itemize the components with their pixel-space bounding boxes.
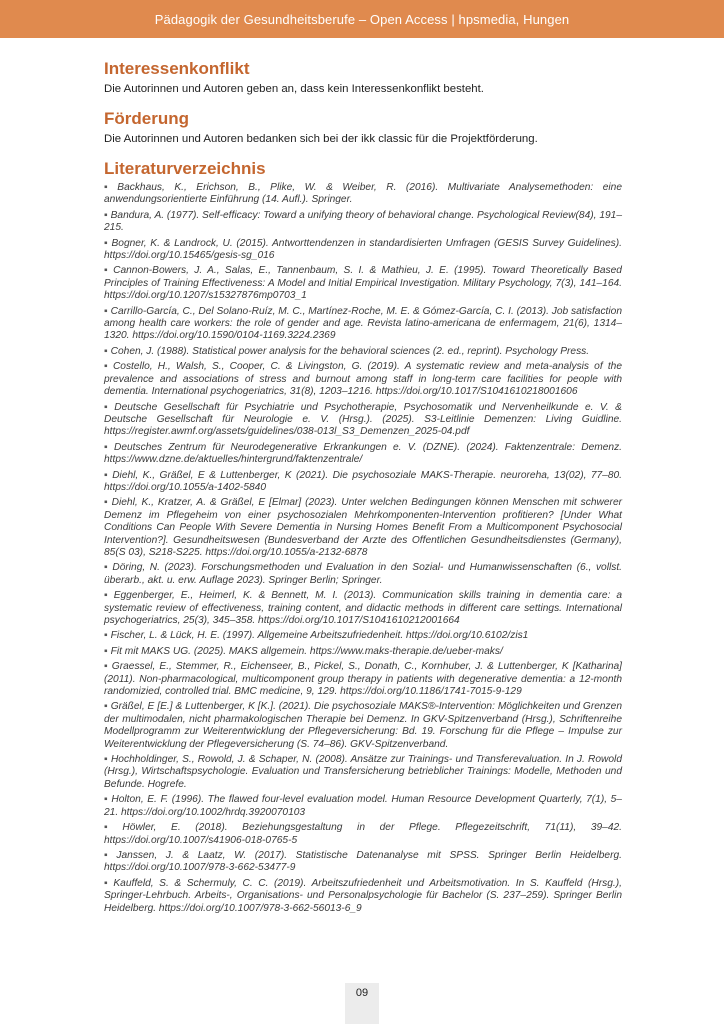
bullet-icon: ▪ bbox=[104, 305, 108, 317]
bullet-icon: ▪ bbox=[104, 701, 108, 713]
reference-item bbox=[104, 794, 622, 819]
bullet-icon: ▪ bbox=[104, 361, 110, 373]
header-title: Pädagogik der Gesundheitsberufe – Open Access | hpsmedia, Hungen bbox=[154, 11, 570, 27]
heading-literaturverzeichnis: Literaturverzeichnis bbox=[104, 159, 266, 178]
reference-text: Janssen, J. & Laatz, W. (2017). Statistische Datenanalyse mit SPSS. Springer Berlin Heidelberg. https://doi.org/10.1007/978-3-662-53477-9 bbox=[104, 849, 622, 874]
section-foerderung bbox=[104, 108, 622, 147]
bullet-icon: ▪ bbox=[104, 441, 111, 453]
bullet-icon: ▪ bbox=[104, 645, 108, 657]
section-literatur bbox=[104, 158, 622, 915]
reference-text: Eggenberger, E., Heimerl, K. & Bennett, M. I. (2013). Communication skills training in dementia care: a systematic review of effectiveness, training content, and didactic methods in different care settings. International psychogeriatrics, 25(3), 345–358. https://doi.org/10.1017/S1041610212001664 bbox=[104, 590, 622, 626]
reference-text: Deutsche Gesellschaft für Psychiatrie und Psychotherapie, Psychosomatik und Nervenheilkunde e. V. & Deutsche Gesellschaft für Neurologie e. V. (Hrsg.). (2025). S3-Leitlinie Demenzen: Living Guidline. https://register.awmf.org/assets/guidelines/038-013l_S3_Demenzen_2025-04.pdf bbox=[104, 401, 622, 438]
reference-text: Bandura, A. (1977). Self-efficacy: Toward a unifying theory of behavioral change. Psychological Review(84), 191–215. bbox=[104, 209, 622, 234]
reference-item bbox=[104, 442, 622, 467]
reference-item bbox=[104, 265, 622, 302]
reference-item bbox=[104, 238, 622, 263]
heading-foerderung: Förderung bbox=[104, 109, 189, 128]
page-content bbox=[104, 58, 622, 918]
heading-interessenkonflikt: Interessenkonflikt bbox=[104, 59, 250, 78]
bullet-icon: ▪ bbox=[104, 182, 115, 193]
bullet-icon: ▪ bbox=[104, 590, 111, 602]
bullet-icon: ▪ bbox=[104, 877, 111, 889]
bullet-icon: ▪ bbox=[104, 469, 110, 481]
running-header bbox=[0, 0, 724, 38]
bullet-icon: ▪ bbox=[104, 209, 108, 221]
bullet-icon: ▪ bbox=[104, 822, 120, 834]
reference-item bbox=[104, 754, 622, 791]
reference-item bbox=[104, 850, 622, 875]
reference-text: Bogner, K. & Landrock, U. (2015). Antworttendenzen in standardisierten Umfragen (GESIS Survey Guidelines). https://doi.org/10.15465/gesis-sg_016 bbox=[104, 237, 622, 262]
reference-text: Costello, H., Walsh, S., Cooper, C. & Livingston, G. (2019). A systematic review and meta-analysis of the prevalence and associations of stress and burnout among staff in long-term care facilities for people with dementia. International psychogeriatrics, 31(8), 1203–1216. https://doi.org/10.1017/S1041610218001606 bbox=[104, 361, 622, 398]
reference-text: Diehl, K., Kratzer, A. & Gräßel, E [Elmar] (2023). Unter welchen Bedingungen können Menschen mit schwerer Demenz im Pflegeheim von einer psychosozialen Mehrkomponenten-Intervention profitieren? [Under What Conditions Can People With Severe Dementia in Nursing Homes Benefit From a Multicomponent Psychosocial Intervention?]. Gesundheitswesen (Bundesverband der Arzte des Offentlichen Gesundheitsdienstes (Germany), 85(S 03), S218-S225. https://doi.org/10.1055/a-2132-6878 bbox=[104, 497, 622, 558]
reference-text: Hochholdinger, S., Rowold, J. & Schaper, N. (2008). Ansätze zur Trainings- und Transferevaluation. In J. Rowold (Hrsg.), Wirtschaftspsychologie. Evaluation und Transfersicherung betrieblicher Trainings: Modelle, Methoden und Befunde. Hogrefe. bbox=[104, 754, 622, 790]
reference-item bbox=[104, 562, 622, 587]
bullet-icon: ▪ bbox=[104, 630, 108, 642]
page-number-box bbox=[345, 983, 379, 1024]
bullet-icon: ▪ bbox=[104, 265, 111, 277]
bullet-icon: ▪ bbox=[104, 661, 109, 673]
reference-text: Cohen, J. (1988). Statistical power analysis for the behavioral sciences (2. ed., reprint). Psychology Press. bbox=[110, 345, 590, 357]
reference-item bbox=[104, 402, 622, 439]
reference-text: Höwler, E. (2018). Beziehungsgestaltung in der Pflege. Pflegezeitschrift, 71(11), 39–42. https://doi.org/10.1007/s41906-018-0765-5 bbox=[104, 822, 622, 846]
reference-text: Deutsches Zentrum für Neurodegenerative Erkrankungen e. V. (DZNE). (2024). Faktenzentrale: Demenz. https://www.dzne.de/aktuelles/hintergrund/faktenzentrale/ bbox=[104, 441, 622, 466]
reference-item bbox=[104, 182, 622, 207]
reference-text: Döring, N. (2023). Forschungsmethoden und Evaluation in den Sozial- und Humanwissenschaften (6., vollst. überarb., akt. u. erw. Auflage 2023). Springer Berlin; Springer. bbox=[104, 562, 622, 586]
reference-item bbox=[104, 210, 622, 235]
reference-text: Diehl, K., Gräßel, E & Luttenberger, K (2021). Die psychosoziale MAKS-Therapie. neuroreha, 13(02), 77–80. https://doi.org/10.1055/a-1402-5840 bbox=[104, 469, 622, 493]
reference-text: Carrillo-García, C., Del Solano-Ruíz, M. C., Martínez-Roche, M. E. & Gómez-García, C. I. (2013). Job satisfaction among health care workers: the role of gender and age. Revista latino-americana de enfermagem, 21(6), 1314–1320. https://doi.org/10.1590/0104-1169.3224.2369 bbox=[104, 305, 622, 342]
reference-text: Gräßel, E [E.] & Luttenberger, K [K.]. (2021). Die psychosoziale MAKS®-Intervention: Möglichkeiten und Grenzen der multimodalen, nicht pharmakologischen Therapie bei Demenz. In GKV-Spitzenverband (Hrsg.), Schriftenreihe Modellprogramm zur Weiterentwicklung der Pflegeversicherung: Bd. 19. Forschung für die Pflege – Impulse zur Weiterentwicklung der Pflegeversicherung (S. 74–86). GKV-Spitzenverband. bbox=[104, 701, 622, 750]
text-interessenkonflikt: Die Autorinnen und Autoren geben an, dass kein Interessenkonflikt besteht. bbox=[104, 83, 484, 95]
reference-text: Graessel, E., Stemmer, R., Eichenseer, B., Pickel, S., Donath, C., Kornhuber, J. & Luttenberger, K [Katharina] (2011). Non-pharmacological, multicomponent group therapy in patients with degenerative dementia: a 12-month randomizied, controlled trial. BMC medicine, 9, 129. https://doi.org/10.1186/1741-7015-9-129 bbox=[104, 661, 622, 698]
reference-item bbox=[104, 470, 622, 495]
bullet-icon: ▪ bbox=[104, 345, 108, 357]
reference-item bbox=[104, 361, 622, 398]
reference-item bbox=[104, 346, 622, 358]
reference-text: Backhaus, K., Erichson, B., Plike, W. & Weiber, R. (2016). Multivariate Analysemethoden: eine anwendungsorientierte Einführung (14. Aufl.). Springer. bbox=[104, 182, 623, 206]
reference-text: Cannon-Bowers, J. A., Salas, E., Tannenbaum, S. I. & Mathieu, J. E. (1995). Toward Theoretically Based Principles of Training Effectiveness: A Model and Initial Empirical Investigation. Military Psychology, 7(3), 141–164. https://doi.org/10.1207/s15327876mp0703_1 bbox=[104, 265, 622, 302]
reference-item bbox=[104, 822, 622, 847]
reference-item bbox=[104, 646, 622, 658]
reference-text: Kauffeld, S. & Schermuly, C. C. (2019). Arbeitszufriedenheit und Arbeitsmotivation. In S. Kauffeld (Hrsg.), Springer-Lehrbuch. Arbeits-, Organisations- und Personalpsychologie für Bachelor (S. 237–259). Springer Berlin Heidelberg. https://doi.org/10.1007/978-3-662-56013-6_9 bbox=[104, 877, 622, 914]
bullet-icon: ▪ bbox=[104, 794, 109, 806]
bullet-icon: ▪ bbox=[104, 562, 110, 574]
page-number: 09 bbox=[355, 987, 369, 999]
reference-item bbox=[104, 701, 622, 751]
bullet-icon: ▪ bbox=[104, 849, 114, 861]
bullet-icon: ▪ bbox=[104, 497, 109, 509]
reference-text: Holton, E. F. (1996). The flawed four-level evaluation model. Human Resource Development Quarterly, 7(1), 5–21. https://doi.org/10.1002/hrdq.3920070103 bbox=[104, 794, 622, 818]
section-interessenkonflikt bbox=[104, 58, 622, 97]
reference-item bbox=[104, 306, 622, 343]
reference-text: Fischer, L. & Lück, H. E. (1997). Allgemeine Arbeitszufriedenheit. https://doi.org/10.6102/zis1 bbox=[110, 630, 529, 642]
reference-item bbox=[104, 497, 622, 559]
reference-item bbox=[104, 630, 622, 642]
bullet-icon: ▪ bbox=[104, 401, 112, 413]
reference-item bbox=[104, 590, 622, 627]
reference-item bbox=[104, 661, 622, 698]
text-foerderung: Die Autorinnen und Autoren bedanken sich bei der ikk classic für die Projektförderung. bbox=[104, 133, 538, 145]
reference-list bbox=[104, 182, 622, 915]
bullet-icon: ▪ bbox=[104, 237, 109, 249]
bullet-icon: ▪ bbox=[104, 754, 108, 766]
reference-item bbox=[104, 878, 622, 915]
reference-text: Fit mit MAKS UG. (2025). MAKS allgemein. https://www.maks-therapie.de/ueber-maks/ bbox=[110, 645, 503, 657]
